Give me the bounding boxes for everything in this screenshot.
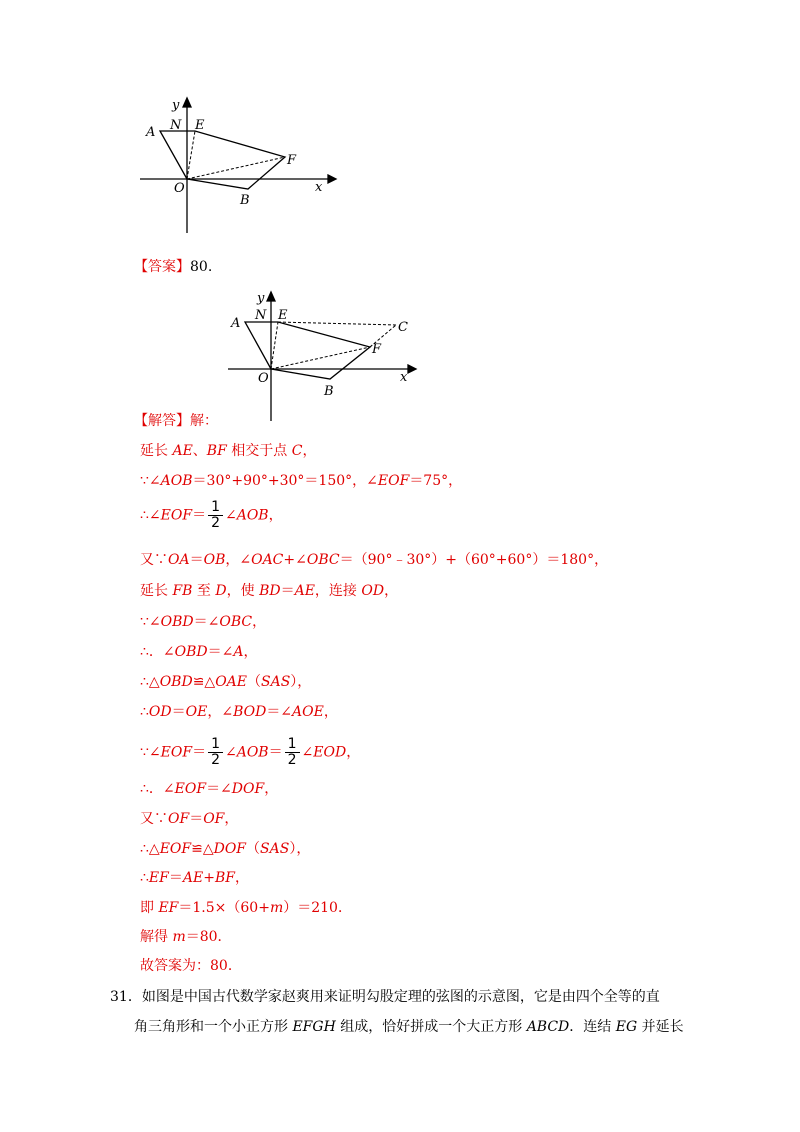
text: 、 [192, 443, 207, 459]
text: ∴．∠ [140, 644, 175, 660]
solution-tag: 【解答】 [134, 413, 190, 429]
var: EFGH [292, 1019, 336, 1035]
var: AE [182, 870, 204, 886]
var: AE [294, 583, 315, 599]
text: ，连接 [314, 583, 362, 599]
text: +∠ [283, 552, 307, 568]
var: EF [158, 900, 179, 916]
text: 角三角形和一个小正方形 [134, 1019, 293, 1035]
text: ＝30°+90°+30°＝150°，∠ [192, 473, 378, 489]
solution-line-12 [140, 808, 238, 828]
label-F: F [372, 342, 382, 357]
answer-value: 80. [190, 259, 213, 275]
dashed-OF [271, 347, 370, 369]
var: SAS [260, 841, 290, 857]
text: 又∵ [140, 552, 168, 568]
text: ＝1.5×（60+ [178, 900, 270, 916]
text: ∴△ [140, 674, 160, 690]
var: DOF [213, 841, 247, 857]
fraction-denominator: 2 [285, 752, 300, 768]
solution-line-3 [140, 500, 283, 531]
var: OA [168, 552, 190, 568]
label-C: C [398, 320, 408, 335]
var: BF [214, 870, 235, 886]
text: ≌△ [191, 841, 214, 857]
text: ， [252, 614, 267, 630]
var: EOF [377, 473, 410, 489]
var: BOD [233, 704, 267, 720]
text: ＝∠ [193, 614, 220, 630]
text: + [203, 870, 215, 886]
text: ＝ [189, 811, 204, 827]
var: OAC [251, 552, 284, 568]
fraction-numerator: 1 [211, 736, 220, 752]
solution-line-15 [140, 897, 352, 917]
var: EOF [160, 744, 193, 761]
text: ， [346, 744, 361, 761]
text: ＝∠ [266, 704, 293, 720]
var: AOB [236, 744, 269, 761]
text: ∴∠ [140, 507, 161, 524]
text: 并延长 [637, 1019, 684, 1035]
var: OD [361, 583, 385, 599]
text: ， [243, 644, 258, 660]
answer-tag: 【答案】 [134, 259, 190, 275]
label-N: N [170, 118, 182, 133]
text: ∴△ [140, 841, 160, 857]
text: ， [224, 811, 239, 827]
text: ， [323, 704, 338, 720]
fraction-denominator: 2 [208, 515, 223, 531]
fraction-numerator: 1 [211, 499, 220, 515]
var: OBD [174, 644, 208, 660]
text: ∵∠ [140, 473, 161, 489]
fraction-one-half [208, 500, 223, 531]
var: EF [148, 870, 169, 886]
question-31-line-2 [134, 1016, 684, 1036]
solution-heading [134, 410, 218, 430]
text: ＝∠ [206, 781, 232, 797]
label-E: E [195, 118, 205, 133]
text: ∵∠ [140, 744, 161, 761]
text: ）， [289, 841, 311, 857]
solution-line-8 [140, 671, 311, 691]
solution-line-9 [140, 701, 338, 721]
solution-intro: 解： [190, 413, 218, 429]
label-O: O [174, 181, 185, 196]
x-axis-arrow [408, 365, 416, 373]
var: EOF [159, 841, 192, 857]
var: OBC [306, 552, 340, 568]
var: OE [185, 704, 208, 720]
text: 又∵ [140, 811, 168, 827]
var: EOD [313, 744, 347, 761]
label-B: B [324, 384, 334, 399]
text: ∴．∠ [140, 781, 175, 797]
text: 解得 [140, 929, 173, 945]
text: 31．如图是中国古代数学家赵爽用来证明勾股定理的弦图的示意图，它是由四个全等的直 [110, 989, 660, 1005]
text: ， [268, 507, 283, 524]
text: ， [234, 870, 249, 886]
var: m [269, 900, 284, 916]
text: （ [246, 841, 261, 857]
var: C [291, 443, 303, 459]
var: m [172, 929, 186, 945]
dashed-EC [278, 322, 396, 325]
solution-line-2 [140, 470, 462, 490]
var: OBC [219, 614, 253, 630]
var: D [215, 583, 227, 599]
solution-line-5 [140, 580, 398, 600]
text: ，使 [226, 583, 260, 599]
text: ，∠ [225, 552, 252, 568]
fraction-one-half [285, 737, 300, 768]
text: ＝75°， [409, 473, 463, 489]
solution-line-1 [140, 440, 316, 460]
label-F: F [287, 153, 297, 168]
text: ＝ [171, 704, 186, 720]
var: OB [203, 552, 226, 568]
text: ＝ [268, 744, 283, 761]
var: EOF [174, 781, 207, 797]
text: ∠ [301, 744, 314, 761]
text: ＝（90°﹣30°）+（60°+60°）＝180°， [339, 552, 609, 568]
text: ＝∠ [207, 644, 234, 660]
solution-line-17 [140, 955, 242, 975]
label-N: N [255, 308, 267, 323]
label-B: B [240, 193, 250, 208]
text: 至 [192, 583, 216, 599]
text: ）＝210． [283, 900, 352, 916]
solution-line-7 [140, 641, 258, 661]
answer-line [134, 256, 212, 276]
fraction-numerator: 1 [287, 736, 297, 752]
text: ， [264, 781, 279, 797]
var: BF [206, 443, 227, 459]
var: OF [203, 811, 225, 827]
solution-line-6 [140, 611, 266, 631]
solution-line-14 [140, 867, 249, 887]
text: （ [247, 674, 261, 690]
dashed-OF [187, 157, 285, 179]
label-x: x [315, 180, 323, 195]
fraction-denominator: 2 [208, 752, 223, 768]
label-A: A [146, 125, 156, 140]
solution-line-10 [140, 737, 360, 768]
text: ， [302, 443, 317, 459]
text: 相交于点 [226, 443, 292, 459]
text: ＝ [168, 870, 183, 886]
var: EOF [160, 507, 193, 524]
text: ）， [290, 674, 312, 690]
var: OF [168, 811, 190, 827]
text: ∵∠ [140, 614, 161, 630]
var: FB [172, 583, 193, 599]
var: DOF [231, 781, 265, 797]
text: ＝ [192, 744, 207, 761]
label-O: O [258, 371, 269, 386]
var: AOB [236, 507, 269, 524]
text: ＝80． [185, 929, 232, 945]
y-axis-arrow [183, 98, 191, 107]
var: SAS [261, 674, 291, 690]
text: 延长 [140, 443, 173, 459]
text: ＝ [280, 583, 295, 599]
label-y: y [172, 98, 180, 113]
var: OD [148, 704, 172, 720]
text: ， [384, 583, 399, 599]
x-axis-arrow [328, 175, 336, 183]
var: BD [259, 583, 281, 599]
y-axis-arrow [267, 292, 275, 301]
var: AOE [292, 704, 324, 720]
var: A [233, 644, 244, 660]
var: OBD [159, 674, 193, 690]
text: ∴ [140, 870, 149, 886]
label-y: y [257, 291, 265, 306]
var: EG [615, 1019, 638, 1035]
var: ABCD [526, 1019, 570, 1035]
var: OBD [160, 614, 194, 630]
label-A: A [231, 316, 241, 331]
text: 组成，恰好拼成一个大正方形 [335, 1019, 527, 1035]
text: ∠ [224, 507, 237, 524]
text: ∴ [140, 704, 149, 720]
solution-line-11 [140, 778, 278, 798]
dashed-OE [187, 131, 195, 179]
text: ，∠ [207, 704, 234, 720]
solution-line-13 [140, 838, 310, 858]
label-x: x [400, 370, 408, 385]
solution-line-16 [140, 926, 232, 946]
question-31-line-1 [110, 986, 660, 1006]
text: ＝ [189, 552, 204, 568]
text: 即 [140, 900, 159, 916]
text: ≌△ [192, 674, 216, 690]
var: AOB [160, 473, 193, 489]
label-E: E [278, 308, 288, 323]
figure-2 [220, 287, 420, 422]
text: ∠ [224, 744, 237, 761]
var: OAE [215, 674, 247, 690]
fraction-one-half [208, 737, 223, 768]
solution-line-4 [140, 549, 608, 569]
text: 故答案为：80． [140, 958, 242, 974]
figure-1 [130, 95, 340, 235]
text: ．连结 [569, 1019, 616, 1035]
var: AE [172, 443, 193, 459]
text: 延长 [140, 583, 173, 599]
dashed-OE [271, 322, 278, 369]
text: ＝ [192, 507, 207, 524]
